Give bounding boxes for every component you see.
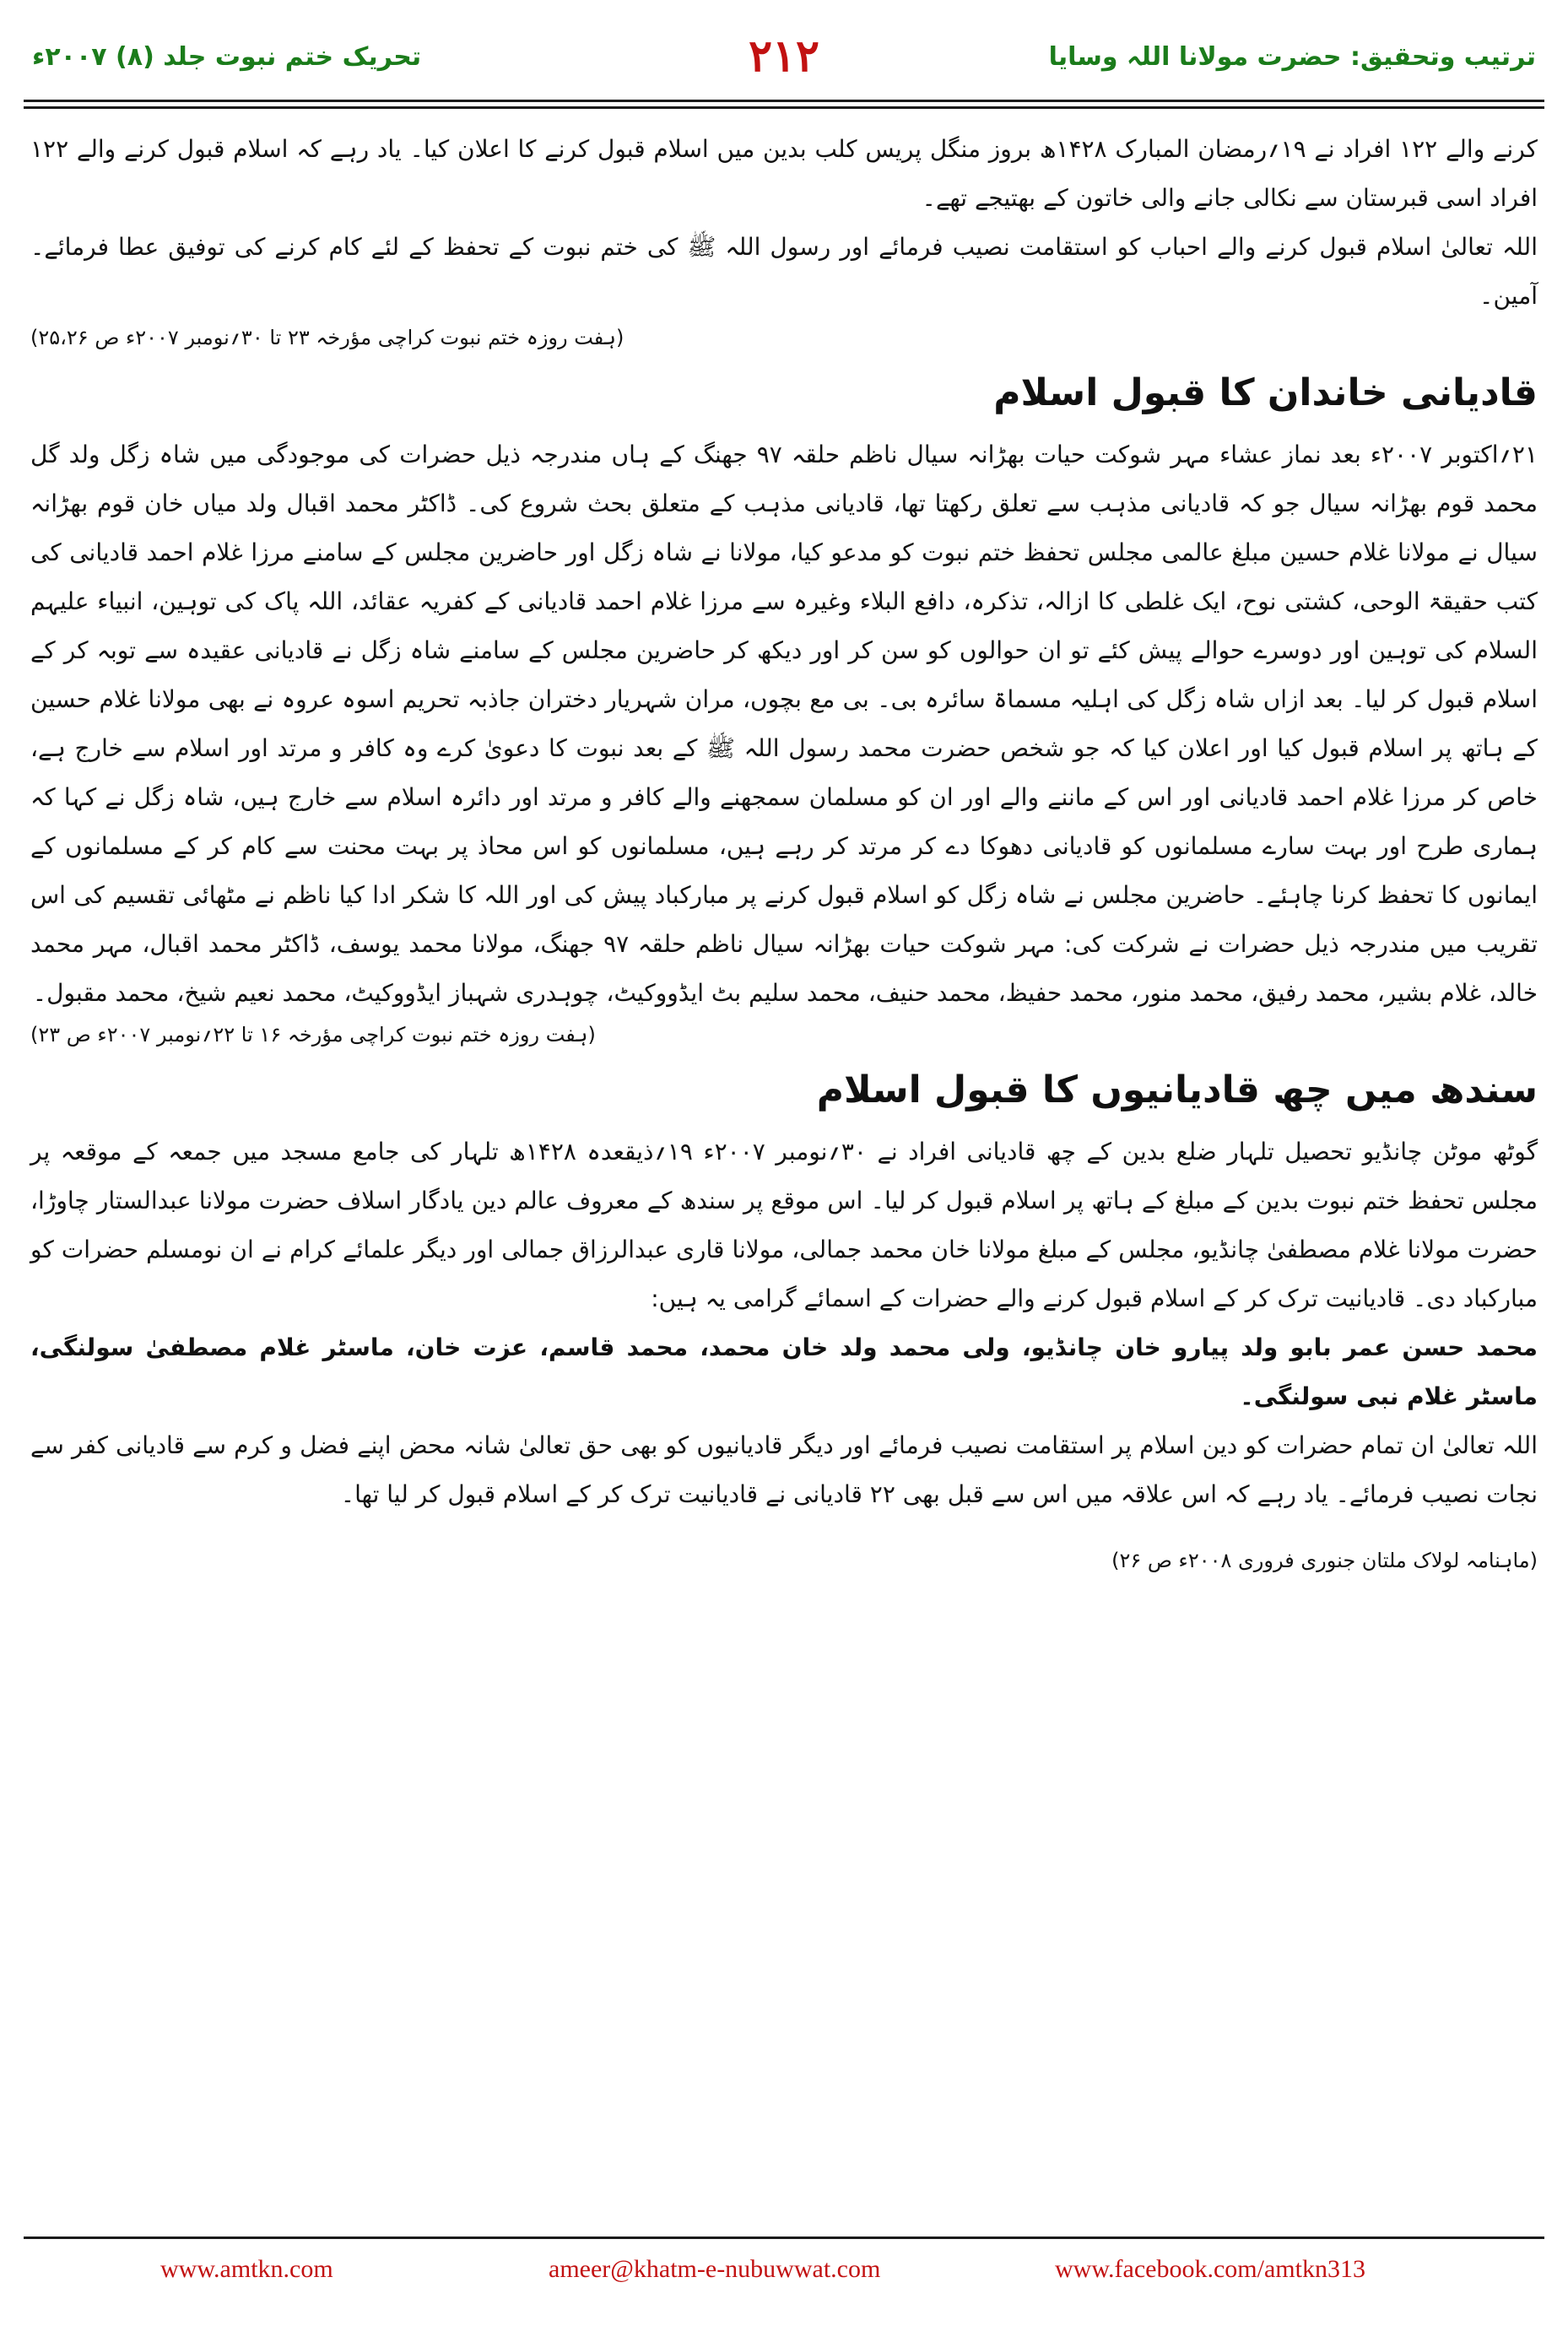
page-header — [0, 0, 1568, 127]
section1-closing — [30, 223, 1538, 321]
section2-heading: قادیانی خاندان کا قبول اسلام — [993, 371, 1538, 414]
section2-paragraph: ۲۱؍اکتوبر ۲۰۰۷ء بعد نماز عشاء مہر شوکت حیات بھڑانہ سیال ناظم حلقہ ۹۷ جھنگ کے ہاں مندرجہ ذیل حضرات کی موجودگی میں شاہ زگل ولد گل محمد قوم بھڑانہ سیال جو کہ قادیانی مذہب سے تعلق رکھتا تھا، قادیانی مذہب کے متعلق بحث شروع کی۔ ڈاکٹر محمد اقبال ولد میاں خان قوم بھڑانہ سیال نے مولانا غلام حسین مبلغ عالمی مجلس تحفظ ختم نبوت کو مدعو کیا، مولانا نے شاہ زگل اور حاضرین مجلس کے سامنے مرزا غلام احمد قادیانی کی کتب حقیقۃ الوحی، کشتی نوح، ایک غلطی کا ازالہ، تذکرہ، دافع البلاء وغیرہ سے مرزا غلام احمد قادیانی کے کفریہ عقائد، اللہ پاک کی توہین، انبیاء علیہم السلام کی توہین اور دوسرے حوالے پیش کئے تو ان حوالوں کو سن کر اور دیکھ کر حاضرین مجلس کے سامنے شاہ زگل نے قادیانی عقیدہ سے توبہ کر کے اسلام قبول کر لیا۔ بعد ازاں شاہ زگل کی اہلیہ مسماۃ سائرہ بی۔ بی مع بچوں، مران شہریار دختران جاذبہ تحریم اسوہ عروہ نے بھی مولانا غلام حسین کے ہاتھ پر اسلام قبول کیا اور اعلان کیا کہ جو شخص حضرت محمد رسول اللہ ﷺ کے بعد نبوت کا دعویٰ کرے وہ کافر و مرتد اور اسلام سے خارج ہے، خاص کر مرزا غلام احمد قادیانی اور اس کے ماننے والے اور ان کو مسلمان سمجھنے والے کافر و مرتد اور دائرہ اسلام سے خارج ہیں، شاہ زگل نے کہا کہ ہماری طرح اور بہت سارے مسلمانوں کو قادیانی دھوکا دے کر مرتد کر رہے ہیں، مسلمانوں کو اس محاذ پر بہت محنت سے کام کر کے مسلمانوں کے ایمانوں کا تحفظ کرنا چاہئے۔ حاضرین مجلس نے شاہ زگل کو اسلام قبول کرنے پر مبارکباد پیش کی اور اللہ کا شکر ادا کیا ناظم نے مٹھائی تقسیم کی اس تقریب میں مندرجہ ذیل حضرات نے شرکت کی: مہر شوکت حیات بھڑانہ سیال ناظم حلقہ ۹۷ جھنگ، مولانا محمد یوسف، ڈاکٹر محمد اقبال، مہر محمد خالد، غلام بشیر، محمد رفیق، محمد منور، محمد حفیظ، محمد حنیف، محمد سلیم بٹ ایڈووکیٹ، چوہدری شہباز ایڈووکیٹ، محمد نعیم شیخ، محمد مقبول۔ — [30, 441, 1538, 1007]
header-rule-top — [24, 100, 1544, 102]
book-title: تحریک ختم نبوت جلد (۸) ۲۰۰۷ء — [32, 42, 422, 72]
section3-heading: سندھ میں چھ قادیانیوں کا قبول اسلام — [816, 1068, 1538, 1112]
section1-prayer: اللہ تعالیٰ اسلام قبول کرنے والے احباب کو استقامت نصیب فرمائے اور رسول اللہ ﷺ کی ختم نبوت کے تحفظ کے لئے کام کرنے کی توفیق عطا فرمائے۔ آمین۔ — [30, 233, 1538, 310]
website-link[interactable]: www.amtkn.com — [160, 2255, 333, 2283]
page-footer — [0, 2237, 1568, 2342]
compiler-credit: ترتیب وتحقیق: حضرت مولانا اللہ وسایا — [1048, 42, 1536, 72]
section1-citation: (ہفت روزہ ختم نبوت کراچی مؤرخہ ۲۳ تا ۳۰؍نومبر ۲۰۰۷ء ص ۲۵،۲۶) — [30, 326, 624, 349]
section2-citation: (ہفت روزہ ختم نبوت کراچی مؤرخہ ۱۶ تا ۲۲؍نومبر ۲۰۰۷ء ص ۲۳) — [30, 1023, 596, 1047]
header-rule-bottom — [24, 106, 1544, 109]
facebook-link[interactable]: www.facebook.com/amtkn313 — [1055, 2255, 1365, 2283]
section3-paragraph: گوٹھ موٹن چانڈیو تحصیل تلہار ضلع بدین کے چھ قادیانی افراد نے ۳۰؍نومبر ۲۰۰۷ء ۱۹؍ذیقعدہ ۱۴۲۸ھ تلہار کی جامع مسجد میں جمعہ کے موقعہ پر مجلس تحفظ ختم نبوت بدین کے مبلغ کے ہاتھ پر اسلام قبول کر لیا۔ اس موقع پر سندھ کے معروف عالم دین یادگار اسلاف حضرت مولانا عبدالستار چاوڑا، حضرت مولانا غلام مصطفیٰ چانڈیو، مجلس کے مبلغ مولانا خان محمد جمالی، مولانا قاری عبدالرزاق جمالی اور دیگر علمائے کرام نے ان نومسلم حضرات کو مبارکباد دی۔ قادیانیت ترک کر کے اسلام قبول کرنے والے حضرات کے اسمائے گرامی یہ ہیں: — [30, 1138, 1538, 1312]
email-link[interactable]: ameer@khatm-e-nubuwwat.com — [549, 2255, 881, 2283]
section1-paragraph: کرنے والے ۱۲۲ افراد نے ۱۹؍رمضان المبارک ۱۴۲۸ھ بروز منگل پریس کلب بدین میں اسلام قبول کرنے کا اعلان کیا۔ یاد رہے کہ اسلام قبول کرنے والے ۱۲۲ افراد اسی قبرستان سے نکالی جانے والی خاتون کے بھتیجے تھے۔ — [30, 135, 1538, 212]
section3-prayer: اللہ تعالیٰ ان تمام حضرات کو دین اسلام پر استقامت نصیب فرمائے اور دیگر قادیانیوں کو بھی حق تعالیٰ شانہ محض اپنے فضل و کرم سے قادیانی کفر سے نجات نصیب فرمائے۔ یاد رہے کہ اس علاقہ میں اس سے قبل بھی ۲۲ قادیانی نے قادیانیت ترک کر کے اسلام قبول کر لیا تھا۔ — [30, 1431, 1538, 1508]
page-body — [30, 125, 1538, 2193]
footer-rule — [24, 2237, 1544, 2239]
section3-names: محمد حسن عمر بابو ولد پیارو خان چانڈیو، ولی محمد ولد خان محمد، محمد قاسم، عزت خان، ماسٹر غلام مصطفیٰ سولنگی، ماسٹر غلام نبی سولنگی۔ — [30, 1333, 1538, 1410]
page-number: ۲۱۲ — [749, 30, 819, 82]
section3-citation: (ماہنامہ لولاک ملتان جنوری فروری ۲۰۰۸ء ص ۲۶) — [1111, 1549, 1538, 1572]
